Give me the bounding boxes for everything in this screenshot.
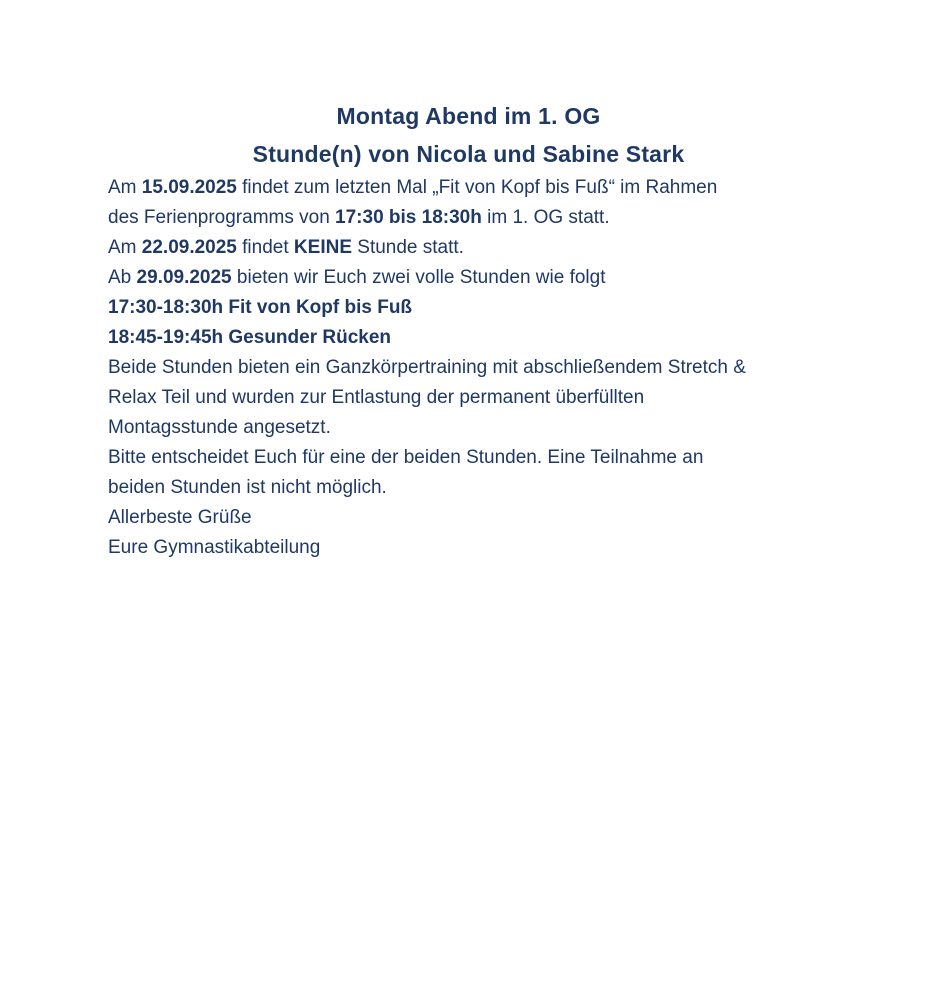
document-body <box>0 173 937 563</box>
line: Montagsstunde angesetzt. <box>108 417 331 438</box>
line <box>108 203 840 233</box>
bold-date-22-09: 22.09.2025 <box>141 237 237 258</box>
bold-keine: KEINE <box>293 237 352 258</box>
bold-date-29-09: 29.09.2025 <box>136 267 232 288</box>
line: beiden Stunden ist nicht möglich. <box>108 477 387 498</box>
text-run: im 1. OG statt. <box>481 207 610 228</box>
closing-signature: Eure Gymnastikabteilung <box>108 537 321 558</box>
paragraph-no-session <box>108 233 840 263</box>
bold-time-range: 17:30 bis 18:30h <box>335 207 482 228</box>
text-run: findet zum letzten Mal „Fit von Kopf bis Fuß“ im Rahmen <box>236 177 718 198</box>
paragraph-new-schedule-intro <box>108 263 840 293</box>
bold-date-15-09: 15.09.2025 <box>141 177 237 198</box>
text-run: Am <box>108 177 142 198</box>
schedule-item-fit-von-kopf-bis-fuss: 17:30-18:30h Fit von Kopf bis Fuß <box>108 297 413 318</box>
title-line-1: Montag Abend im 1. OG <box>336 103 601 129</box>
line: Beide Stunden bieten ein Ganzkörpertraining mit abschließendem Stretch & <box>108 357 746 378</box>
text-run: findet <box>236 237 294 258</box>
text-run: bieten wir Euch zwei volle Stunden wie folgt <box>231 267 606 288</box>
line <box>108 173 840 203</box>
text-run: Stunde statt. <box>352 237 464 258</box>
paragraph-description <box>108 353 840 443</box>
paragraph-choose-one <box>108 443 840 503</box>
line: Bitte entscheidet Euch für eine der beiden Stunden. Eine Teilnahme an <box>108 447 704 468</box>
text-run: des Ferienprogramms von <box>108 207 336 228</box>
closing-greeting: Allerbeste Grüße <box>108 507 252 528</box>
text-run: Ab <box>108 267 137 288</box>
title-line-2: Stunde(n) von Nicola und Sabine Stark <box>252 141 685 167</box>
paragraph-last-session <box>108 173 840 233</box>
document-title <box>0 97 937 173</box>
schedule-item-gesunder-ruecken: 18:45-19:45h Gesunder Rücken <box>108 327 392 348</box>
line: Relax Teil und wurden zur Entlastung der permanent überfüllten <box>108 387 645 408</box>
text-run: Am <box>108 237 142 258</box>
